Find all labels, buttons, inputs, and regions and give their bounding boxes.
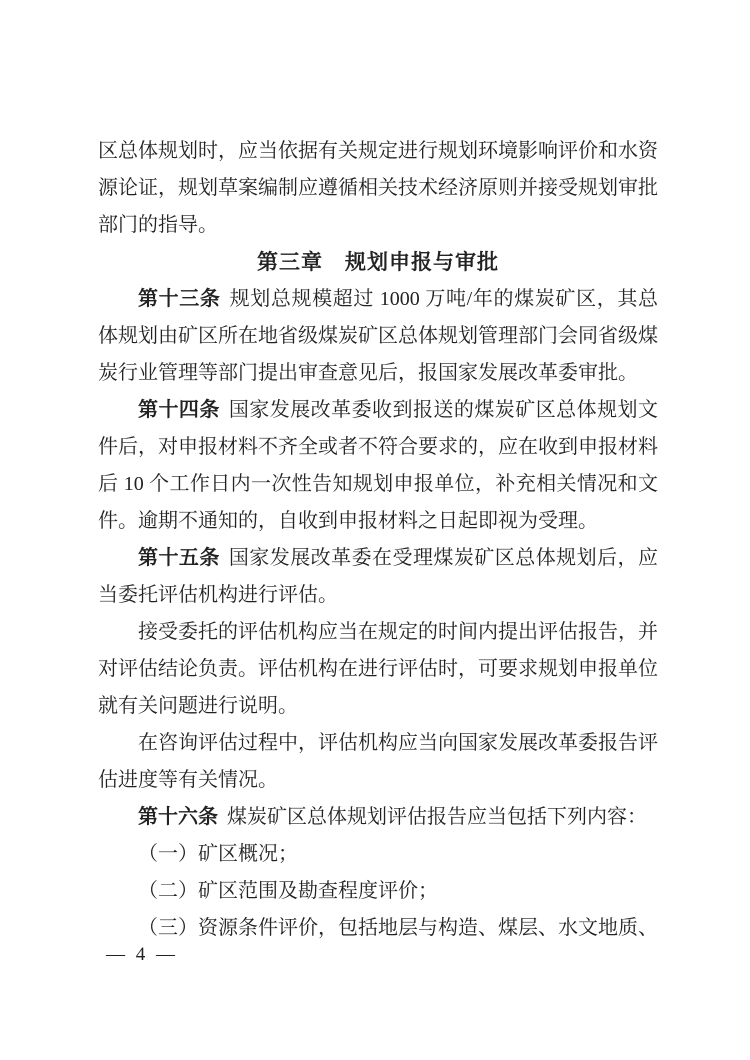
article-14-text: 国家发展改革委收到报送的煤炭矿区总体规划文件后，对申报材料不齐全或者不符合要求的，应在收到申报材料后 10 个工作日内一次性告知规划申报单位，补充相关情况和文件。逾期不通知的，自收到申报材料之日起即视为受理。 xyxy=(98,399,659,532)
article-13-number: 第十三条 xyxy=(138,288,221,310)
list-item-2: （二）矿区范围及勘查程度评价； xyxy=(138,880,438,902)
list-item-1: （一）矿区概况； xyxy=(138,843,298,865)
article-15-text: 国家发展改革委在受理煤炭矿区总体规划后，应当委托评估机构进行评估。 xyxy=(98,547,659,606)
article-15 xyxy=(98,540,658,614)
document-body xyxy=(98,133,658,947)
article-14-number: 第十四条 xyxy=(138,399,220,421)
paragraph-evaluation-agency: 接受委托的评估机构应当在规定的时间内提出评估报告，并对评估结论负责。评估机构在进行评估时，可要求规划申报单位就有关问题进行说明。 xyxy=(98,621,658,717)
article-15-number: 第十五条 xyxy=(138,547,220,569)
article-16-number: 第十六条 xyxy=(138,806,218,828)
paragraph-continuation: 区总体规划时，应当依据有关规定进行规划环境影响评价和水资源论证，规划草案编制应遵循相关技术经济原则并接受规划审批部门的指导。 xyxy=(98,140,658,236)
chapter-heading: 第三章 规划申报与审批 xyxy=(257,251,499,274)
article-14 xyxy=(98,392,658,540)
list-item-3: （三）资源条件评价，包括地层与构造、煤层、水文地质、 xyxy=(138,917,658,939)
article-16 xyxy=(98,799,658,836)
page-number: — 4 — xyxy=(106,944,178,965)
article-16-text: 煤炭矿区总体规划评估报告应当包括下列内容： xyxy=(227,806,647,828)
article-13-text: 规划总规模超过 1000 万吨/年的煤炭矿区，其总体规划由矿区所在地省级煤炭矿区总体规划管理部门会同省级煤炭行业管理等部门提出审查意见后，报国家发展改革委审批。 xyxy=(98,288,658,384)
paragraph-consultation-progress: 在咨询评估过程中，评估机构应当向国家发展改革委报告评估进度等有关情况。 xyxy=(98,732,658,791)
article-13 xyxy=(98,281,658,392)
